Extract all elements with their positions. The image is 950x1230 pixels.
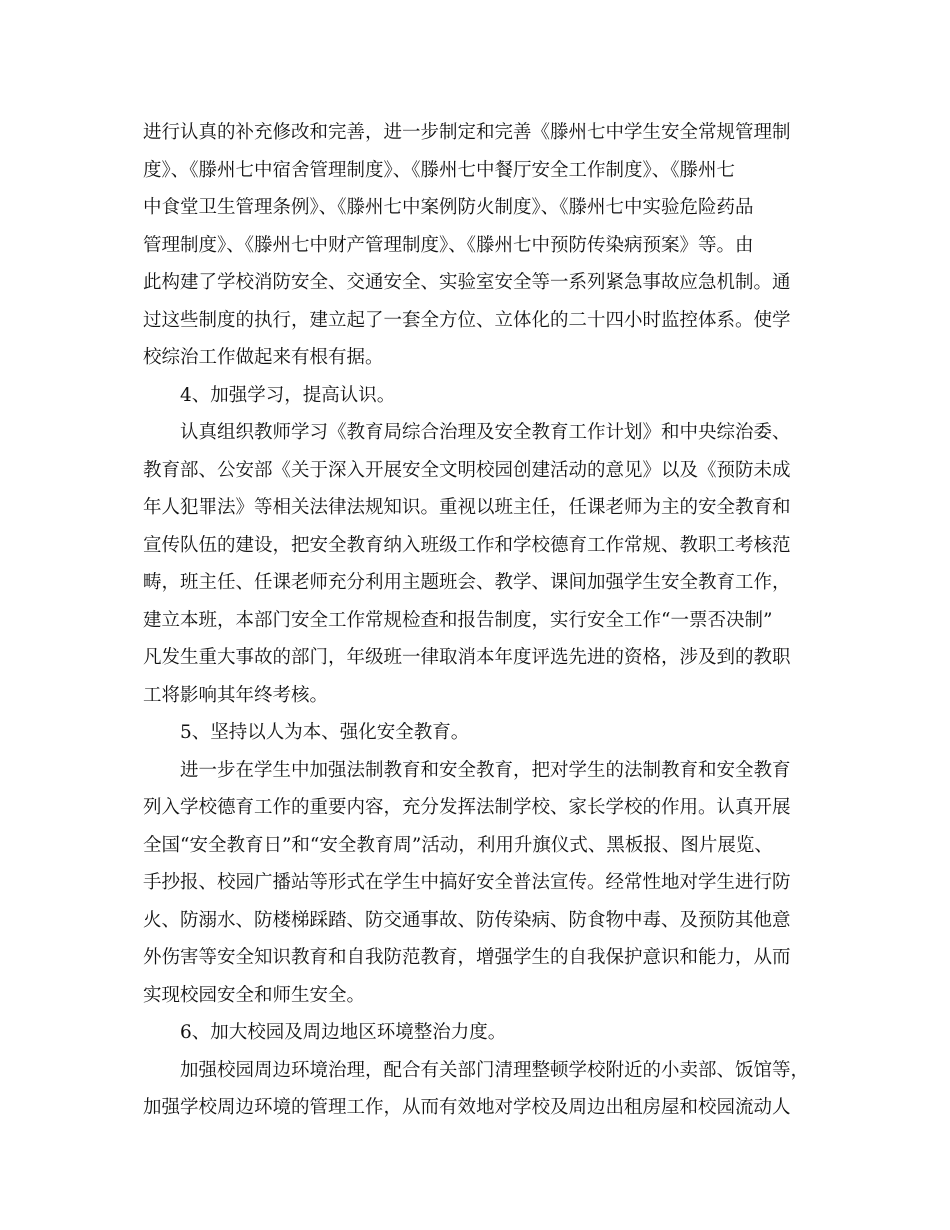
document-body bbox=[143, 114, 813, 1127]
section-heading-6: 6、加大校园及周边地区环境整治力度。 bbox=[180, 1022, 507, 1043]
text-line: 手抄报、校园广播站等形式在学生中搞好安全普法宣传。经常性地对学生进行防 bbox=[143, 872, 791, 893]
text-line: 中食堂卫生管理条例》、《滕州七中案例防火制度》、《滕州七中实验危险药品 bbox=[143, 197, 754, 218]
text-line: 加强校园周边环境治理，配合有关部门清理整顿学校附近的小卖部、饭馆等， bbox=[180, 1059, 810, 1081]
text-line: 宣传队伍的建设，把安全教育纳入班级工作和学校德育工作常规、教职工考核范 bbox=[143, 534, 791, 556]
text-line: 此构建了学校消防安全、交通安全、实验室安全等一系列紧急事故应急机制。通 bbox=[143, 272, 791, 293]
text-line: 建立本班，本部门安全工作常规检查和报告制度，实行安全工作“一票否决制” bbox=[143, 609, 773, 631]
text-line: 教育部、公安部《关于深入开展安全文明校园创建活动的意见》以及《预防未成 bbox=[143, 459, 791, 481]
text-line: 度》、《滕州七中宿舍管理制度》、《滕州七中餐厅安全工作制度》、《滕州七 bbox=[143, 159, 736, 181]
text-line: 列入学校德育工作的重要内容，充分发挥法制学校、家长学校的作用。认真开展 bbox=[143, 797, 791, 818]
text-line: 火、防溺水、防楼梯踩踏、防交通事故、防传染病、防食物中毒、及预防其他意 bbox=[143, 909, 791, 931]
text-line: 加强学校周边环境的管理工作，从而有效地对学校及周边出租房屋和校园流动人 bbox=[143, 1097, 791, 1118]
text-line: 畴，班主任、任课老师充分利用主题班会、教学、课间加强学生安全教育工作， bbox=[143, 572, 791, 593]
text-line: 过这些制度的执行，建立起了一套全方位、立体化的二十四小时监控体系。使学 bbox=[143, 309, 791, 331]
text-line: 实现校园安全和师生安全。 bbox=[143, 984, 366, 1006]
text-line: 认真组织教师学习《教育局综合治理及安全教育工作计划》和中央综治委、 bbox=[180, 422, 791, 443]
text-line: 年人犯罪法》等相关法律法规知识。重视以班主任，任课老师为主的安全教育和 bbox=[143, 497, 791, 518]
text-line: 管理制度》、《滕州七中财产管理制度》、《滕州七中预防传染病预案》等。由 bbox=[143, 234, 754, 256]
text-line: 外伤害等安全知识教育和自我防范教育，增强学生的自我保护意识和能力，从而 bbox=[143, 947, 791, 968]
text-line: 进一步在学生中加强法制教育和安全教育，把对学生的法制教育和安全教育 bbox=[180, 759, 791, 781]
text-line: 凡发生重大事故的部门，年级班一律取消本年度评选先进的资格，涉及到的教职 bbox=[143, 647, 791, 668]
text-line: 全国“安全教育日”和“安全教育周”活动，利用升旗仪式、黑板报、图片展览、 bbox=[143, 834, 773, 856]
text-line: 校综治工作做起来有根有据。 bbox=[143, 347, 384, 368]
text-line: 工将影响其年终考核。 bbox=[143, 684, 329, 706]
text-line: 进行认真的补充修改和完善，进一步制定和完善《滕州七中学生安全常规管理制 bbox=[143, 122, 791, 143]
section-heading-4: 4、加强学习，提高认识。 bbox=[180, 384, 396, 406]
section-heading-5: 5、坚持以人为本、强化安全教育。 bbox=[180, 722, 470, 743]
